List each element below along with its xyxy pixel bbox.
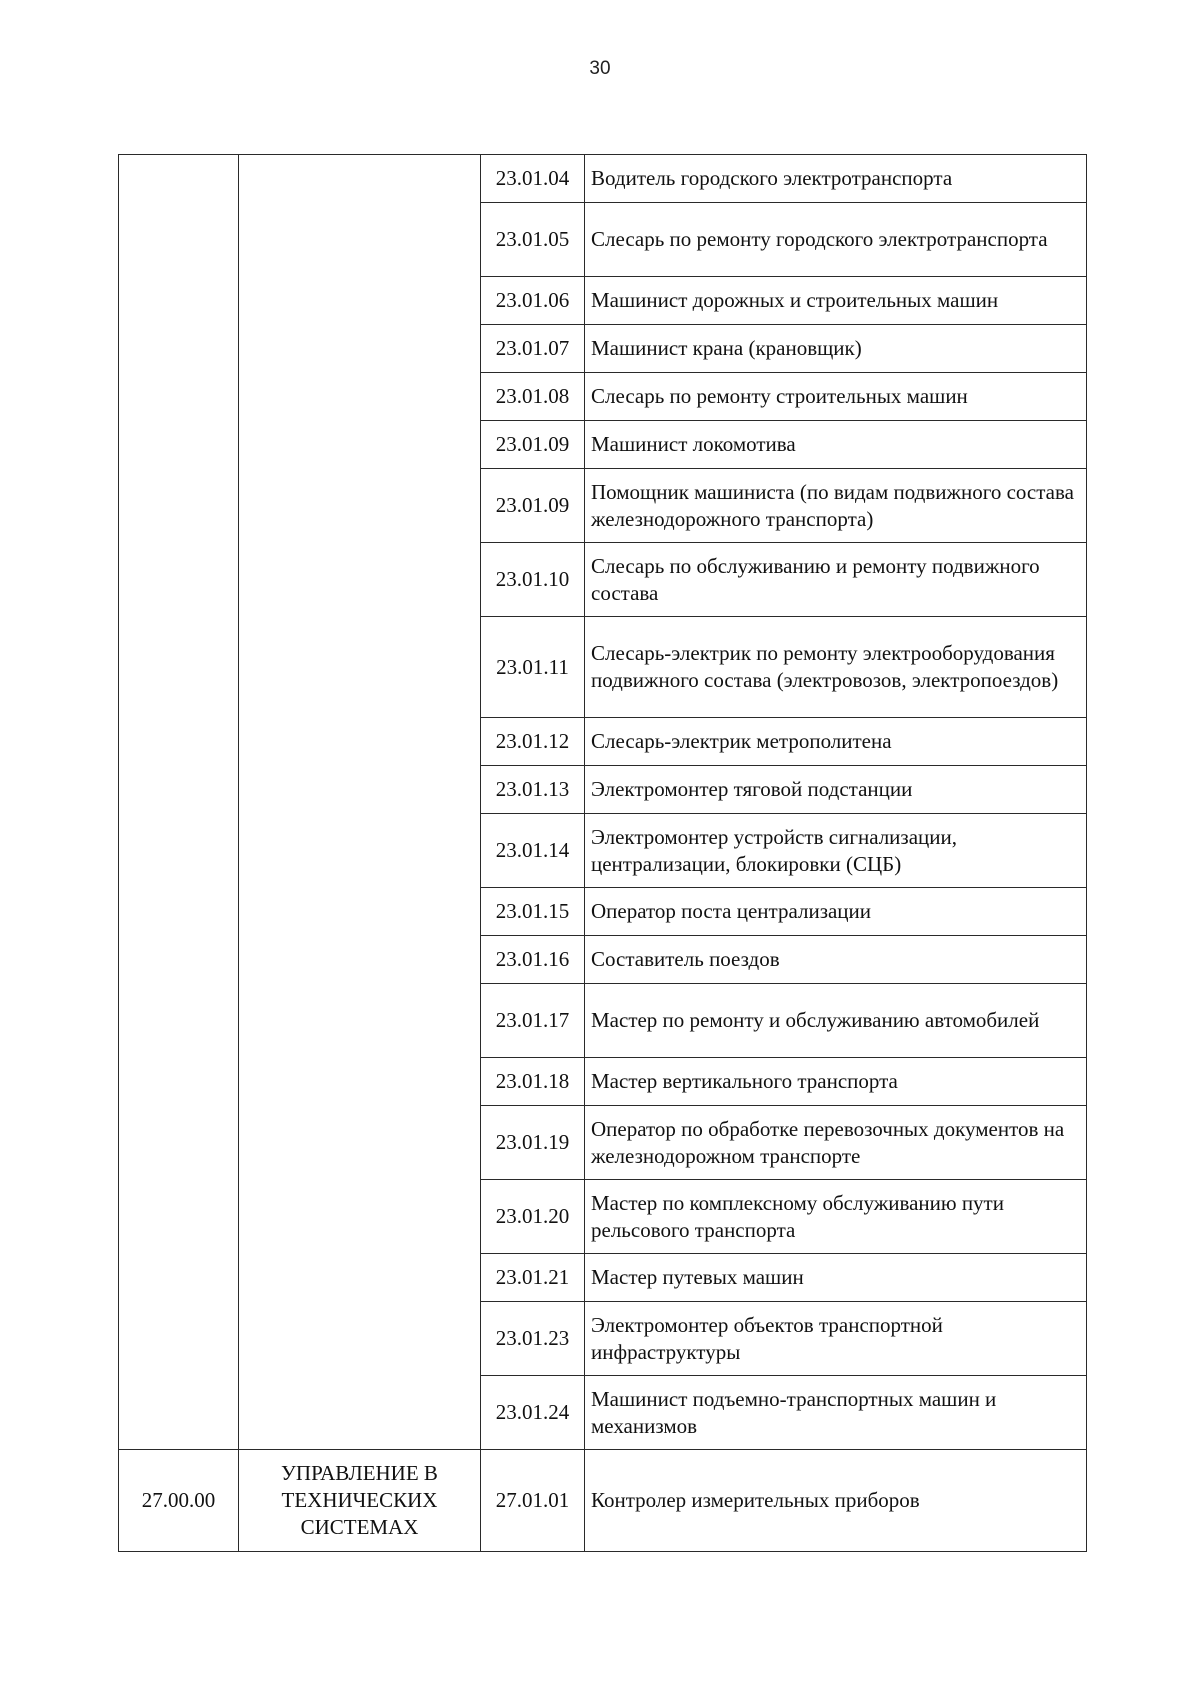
profession-code: 23.01.21 xyxy=(481,1254,585,1302)
table-row xyxy=(119,155,1087,203)
profession-code: 23.01.09 xyxy=(481,421,585,469)
profession-name: Контролер измерительных приборов xyxy=(585,1450,1087,1552)
profession-name: Машинист подъемно-транспортных машин и механизмов xyxy=(585,1376,1087,1450)
profession-name: Слесарь-электрик метрополитена xyxy=(585,718,1087,766)
profession-code: 23.01.23 xyxy=(481,1302,585,1376)
profession-name: Слесарь-электрик по ремонту электрооборудования подвижного состава (электровозов, электропоездов) xyxy=(585,617,1087,718)
group-row xyxy=(119,1450,1087,1552)
profession-name: Составитель поездов xyxy=(585,936,1087,984)
profession-code: 23.01.24 xyxy=(481,1376,585,1450)
profession-name: Слесарь по ремонту строительных машин xyxy=(585,373,1087,421)
professions-table xyxy=(118,154,1087,1552)
profession-code: 23.01.19 xyxy=(481,1106,585,1180)
profession-name: Машинист дорожных и строительных машин xyxy=(585,277,1087,325)
profession-code: 23.01.20 xyxy=(481,1180,585,1254)
profession-name: Водитель городского электротранспорта xyxy=(585,155,1087,203)
profession-name: Машинист локомотива xyxy=(585,421,1087,469)
profession-name: Оператор по обработке перевозочных документов на железнодорожном транспорте xyxy=(585,1106,1087,1180)
group-code-cell-blank xyxy=(119,155,239,1450)
group-code: 27.00.00 xyxy=(119,1450,239,1552)
profession-code: 23.01.04 xyxy=(481,155,585,203)
page-number: 30 xyxy=(589,58,611,79)
profession-name: Мастер по ремонту и обслуживанию автомобилей xyxy=(585,984,1087,1058)
profession-name: Слесарь по обслуживанию и ремонту подвижного состава xyxy=(585,543,1087,617)
profession-name: Помощник машиниста (по видам подвижного состава железнодорожного транспорта) xyxy=(585,469,1087,543)
profession-code: 23.01.05 xyxy=(481,203,585,277)
profession-name: Слесарь по ремонту городского электротранспорта xyxy=(585,203,1087,277)
profession-code: 23.01.10 xyxy=(481,543,585,617)
profession-name: Мастер по комплексному обслуживанию пути рельсового транспорта xyxy=(585,1180,1087,1254)
profession-name: Машинист крана (крановщик) xyxy=(585,325,1087,373)
profession-name: Электромонтер объектов транспортной инфраструктуры xyxy=(585,1302,1087,1376)
profession-code: 23.01.09 xyxy=(481,469,585,543)
profession-code: 23.01.13 xyxy=(481,766,585,814)
group-name: УПРАВЛЕНИЕ В ТЕХНИЧЕСКИХ СИСТЕМАХ xyxy=(239,1450,481,1552)
profession-name: Электромонтер устройств сигнализации, централизации, блокировки (СЦБ) xyxy=(585,814,1087,888)
group-name-cell-blank xyxy=(239,155,481,1450)
profession-name: Мастер вертикального транспорта xyxy=(585,1058,1087,1106)
profession-name: Мастер путевых машин xyxy=(585,1254,1087,1302)
profession-code: 23.01.18 xyxy=(481,1058,585,1106)
profession-code: 23.01.12 xyxy=(481,718,585,766)
profession-code: 27.01.01 xyxy=(481,1450,585,1552)
profession-code: 23.01.11 xyxy=(481,617,585,718)
profession-name: Электромонтер тяговой подстанции xyxy=(585,766,1087,814)
profession-code: 23.01.16 xyxy=(481,936,585,984)
profession-code: 23.01.08 xyxy=(481,373,585,421)
profession-code: 23.01.17 xyxy=(481,984,585,1058)
profession-code: 23.01.06 xyxy=(481,277,585,325)
profession-code: 23.01.14 xyxy=(481,814,585,888)
profession-name: Оператор поста централизации xyxy=(585,888,1087,936)
profession-code: 23.01.07 xyxy=(481,325,585,373)
profession-code: 23.01.15 xyxy=(481,888,585,936)
